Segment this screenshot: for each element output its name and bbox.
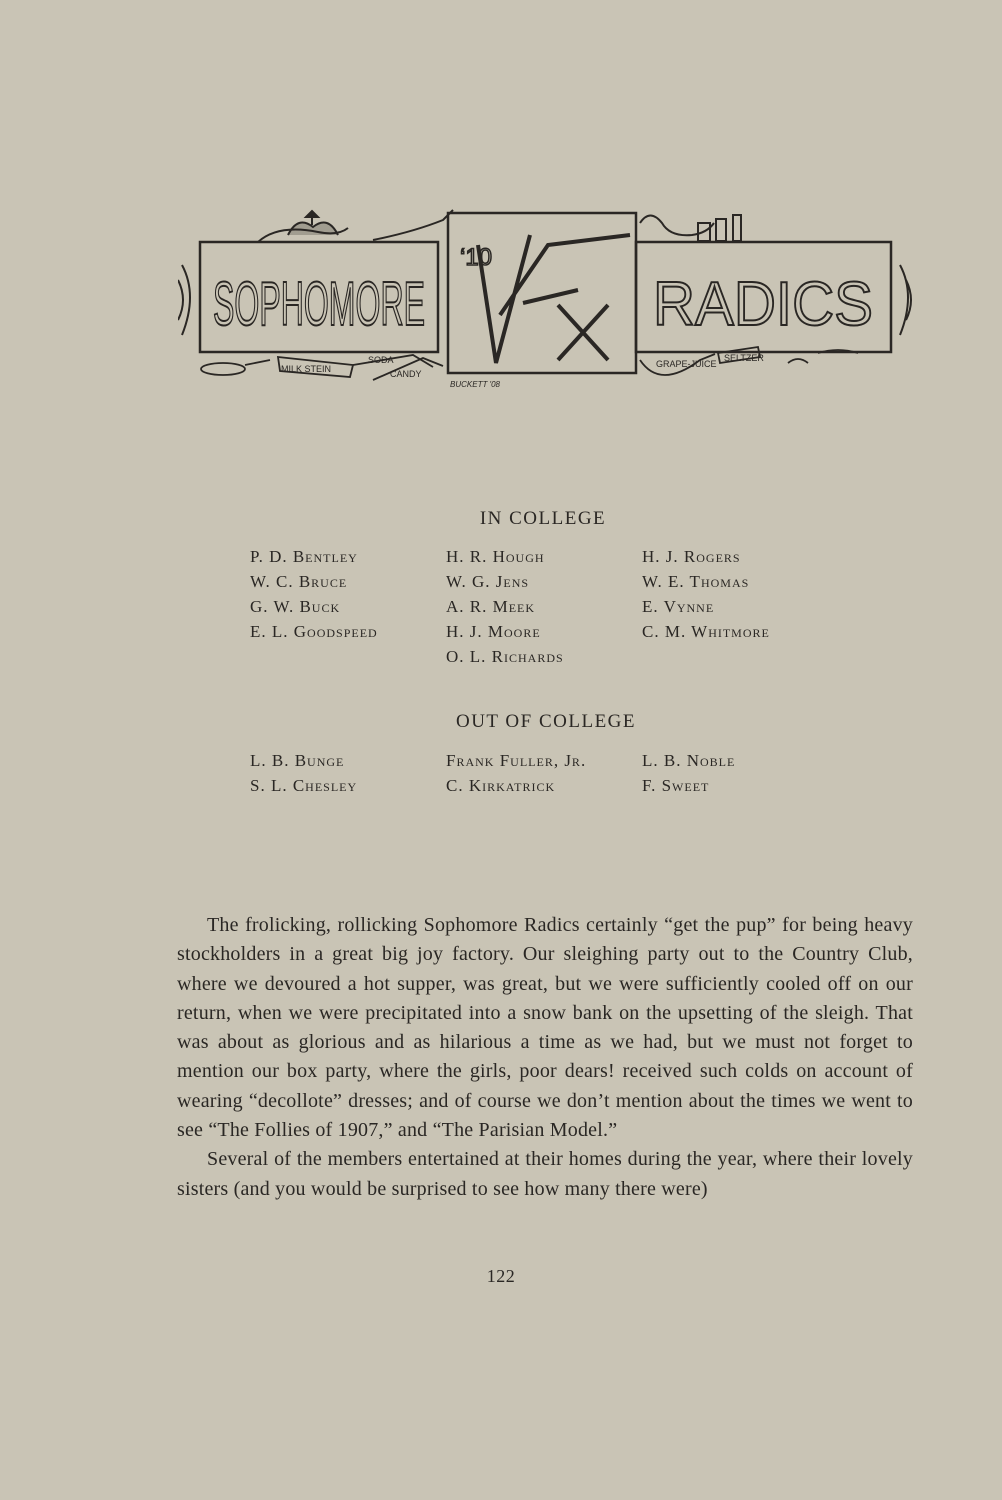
sophomore-word: SOPHOMORE — [213, 270, 425, 339]
seltzer-label: SELTZER — [724, 353, 764, 363]
in-college-heading: IN COLLEGE — [479, 508, 607, 529]
milk-stein-label: MILK STEIN — [281, 364, 332, 374]
in-college-column-3 — [642, 544, 770, 644]
member-name: A. R. Meek — [446, 597, 536, 616]
member-name: W. E. Thomas — [642, 572, 750, 591]
paragraph: The frolicking, rollicking Sophomore Radics certainly “get the pup” for being heavy stockholders in a great big joy factory. Our sleighing party out to the Country Club, where we devoured a hot supper, was great, but we were sufficiently cooled off on our return, when we were precipitated into a snow bank on the upsetting of the sleigh. That was about as glorious and as hilarious a time as we had, but we must not forget to mention our box party, where the girls, poor dears! received such colds on account of wearing “decollote” dresses; and of course we don’t mention about the times we went to see “The Follies of 1907,” and “The Parisian Model.” — [177, 914, 913, 1142]
in-college-column-2 — [446, 544, 564, 669]
narrative-text — [177, 911, 913, 1204]
in-college-column-1 — [250, 544, 378, 644]
page-number: 122 — [486, 1266, 516, 1286]
radics-word: RADICS — [653, 270, 873, 339]
member-name: L. B. Noble — [642, 751, 736, 770]
soda-label: SODA — [368, 355, 394, 365]
member-name: H. R. Hough — [446, 547, 545, 566]
member-name: H. J. Rogers — [642, 547, 741, 566]
out-of-college-column-2 — [446, 748, 586, 798]
member-name: P. D. Bentley — [250, 547, 358, 566]
member-name: H. J. Moore — [446, 622, 541, 641]
out-of-college-heading: OUT OF COLLEGE — [455, 711, 637, 732]
candy-label: CANDY — [390, 369, 422, 379]
vfx-monogram — [478, 235, 630, 363]
member-name: G. W. Buck — [250, 597, 341, 616]
member-name: F. Sweet — [642, 776, 710, 795]
out-of-college-column-3 — [642, 748, 735, 798]
artist-signature: BUCKETT '08 — [450, 380, 500, 389]
member-name: L. B. Bunge — [250, 751, 345, 770]
sophomore-radics-banner — [178, 205, 913, 395]
grape-juice-label: GRAPE-JUICE — [656, 359, 717, 369]
member-name: C. Kirkatrick — [446, 776, 556, 795]
paragraph: Several of the members entertained at their homes during the year, where their lovely sisters (and you would be surprised to see how many there were) — [177, 1148, 913, 1200]
banner-illustration — [178, 205, 913, 395]
year-mark: ‘10 — [460, 244, 493, 271]
member-name: C. M. Whitmore — [642, 622, 770, 641]
member-name: E. Vynne — [642, 597, 715, 616]
member-name: W. C. Bruce — [250, 572, 348, 591]
member-name: S. L. Chesley — [250, 776, 358, 795]
top-ornaments — [258, 210, 741, 242]
member-name: Frank Fuller, Jr. — [446, 751, 587, 770]
out-of-college-column-1 — [250, 748, 357, 798]
member-name: O. L. Richards — [446, 647, 564, 666]
member-name: W. G. Jens — [446, 572, 530, 591]
member-name: E. L. Goodspeed — [250, 622, 378, 641]
